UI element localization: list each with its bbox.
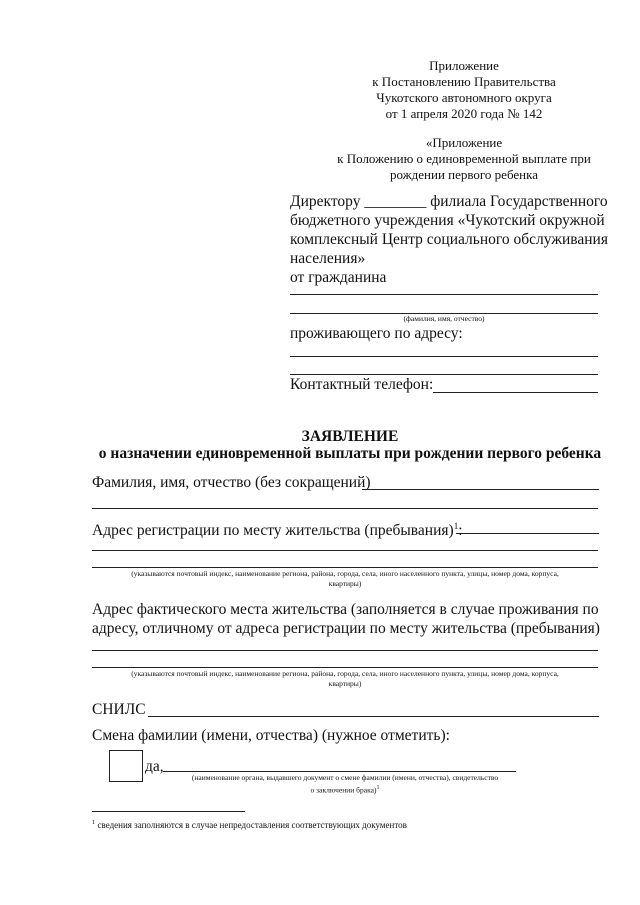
fact-caption-line-2: квартиры) xyxy=(328,679,362,688)
yes-caption-line-1: (наименование органа, выдавшего документ о смене фамилии (имени, отчества), свидетельство xyxy=(191,773,499,782)
addressee-line-3: комплексный Центр социального обслуживания xyxy=(290,231,608,248)
appendix2-line-2: к Положению о единовременной выплате при xyxy=(337,151,591,166)
appendix-line-2: к Постановлению Правительства xyxy=(372,74,556,89)
reg-colon: : xyxy=(458,522,463,540)
applicant-name-line-1[interactable] xyxy=(290,294,598,295)
addressee-line-2: бюджетного учреждения «Чукотский окружной xyxy=(290,212,605,229)
footnote-separator xyxy=(92,811,245,812)
appendix-line-4: от 1 апреля 2020 года № 142 xyxy=(385,106,543,121)
fio-caption: (фамилия, имя, отчество) xyxy=(403,314,485,323)
document-title: ЗАЯВЛЕНИЕ xyxy=(301,428,399,445)
appendix2-line-1: «Приложение xyxy=(425,135,503,150)
snils-field-line[interactable] xyxy=(148,716,599,717)
phone-line[interactable] xyxy=(433,392,598,393)
phone-label: Контактный телефон: xyxy=(290,376,434,393)
footnote-mark: 1 xyxy=(92,819,96,826)
fio-field-line-1[interactable] xyxy=(362,489,599,490)
fact-caption-line-1: (указываются почтовый индекс, наименование региона, района, города, села, иного населенного пункта, улицы, номер дома, корпуса, xyxy=(131,669,559,678)
addressee-line-5: от гражданина xyxy=(290,269,387,286)
reg-caption-line-2: квартиры) xyxy=(328,579,362,588)
appendix-regulation xyxy=(330,135,598,183)
fio-label: Фамилия, имя, отчество (без сокращений) xyxy=(92,474,371,491)
name-change-caption xyxy=(160,773,530,796)
addressee-block xyxy=(290,192,610,287)
reg-address-caption xyxy=(92,569,598,589)
snils-label: СНИЛС xyxy=(92,701,146,718)
yes-caption-footnote-mark: 1 xyxy=(376,785,380,791)
address-label: проживающего по адресу: xyxy=(290,325,463,342)
addressee-line-4: населения» xyxy=(290,250,366,267)
addressee-line-1: Директору ________ филиала Государственного xyxy=(290,193,608,210)
name-change-yes-checkbox[interactable] xyxy=(109,750,143,782)
reg-address-line-2[interactable] xyxy=(92,550,598,551)
reg-address-line-1[interactable] xyxy=(456,533,599,534)
fact-address-line-2[interactable] xyxy=(92,667,598,668)
yes-caption-line-2 xyxy=(160,783,530,796)
appendix-line-3: Чукотского автономного округа xyxy=(376,90,552,105)
address-line-1[interactable] xyxy=(290,356,598,357)
reg-footnote-mark: 1 xyxy=(453,521,459,531)
appendix-line-1: Приложение xyxy=(429,58,499,73)
appendix2-line-3: рождении первого ребенка xyxy=(389,167,539,182)
fact-address-line-1[interactable] xyxy=(92,650,598,651)
fio-field-line-2[interactable] xyxy=(92,508,598,509)
reg-address-label xyxy=(92,517,463,540)
reg-address-line-3[interactable] xyxy=(92,567,598,568)
fact-address-caption xyxy=(92,669,598,689)
fact-label-line-2: адресу, отличному от адреса регистрации по месту жительства (пребывания) xyxy=(92,620,600,637)
footnote-text: сведения заполняются в случае непредоставления соответствующих документов xyxy=(97,820,407,830)
reg-caption-line-1: (указываются почтовый индекс, наименование региона, района, города, села, иного населенного пункта, улицы, номер дома, корпуса, xyxy=(131,569,559,578)
fact-label-line-1: Адрес фактического места жительства (заполняется в случае проживания по xyxy=(92,601,599,618)
reg-address-text: Адрес регистрации по месту жительства (пребывания) xyxy=(92,522,454,540)
name-change-label: Смена фамилии (имени, отчества) (нужное отметить): xyxy=(92,727,450,744)
appendix-header xyxy=(330,58,598,122)
footnote xyxy=(92,817,407,831)
fact-address-label xyxy=(92,600,602,638)
name-change-document-line[interactable] xyxy=(163,771,516,772)
document-subtitle: о назначении единовременной выплаты при рождении первого ребенка xyxy=(98,445,602,462)
yes-caption-text-2: о заключении брака) xyxy=(310,785,377,795)
name-change-yes-label: да, xyxy=(145,758,164,775)
